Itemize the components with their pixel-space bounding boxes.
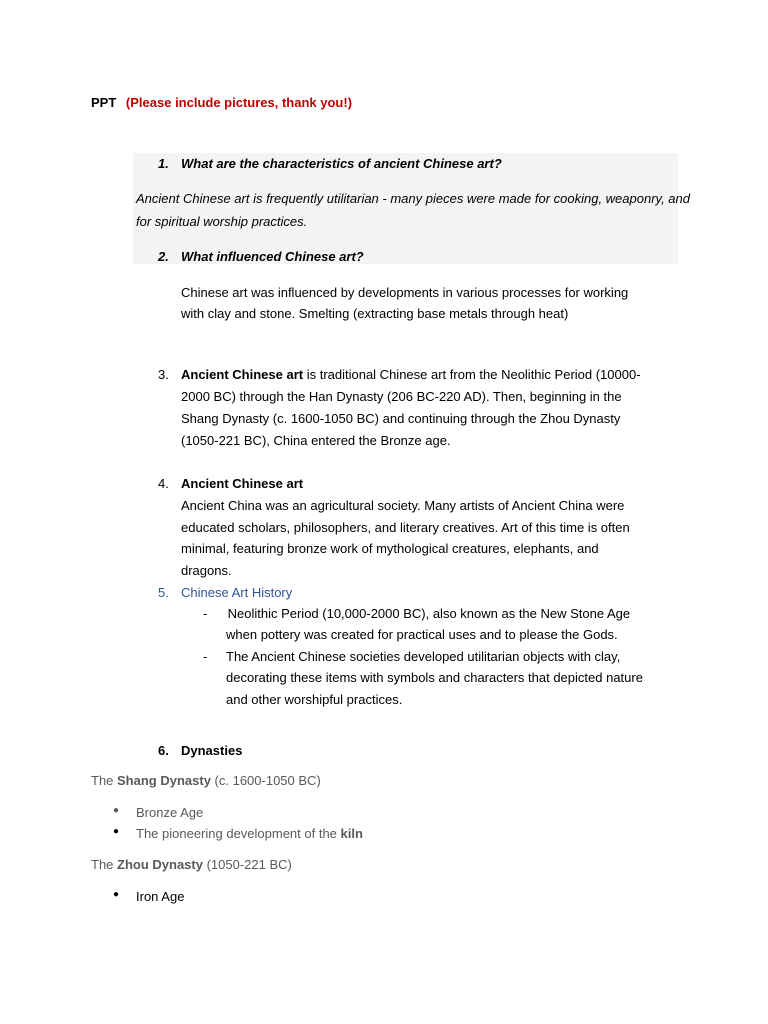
q2-answer-line-2: with clay and stone. Smelting (extracting base metals through heat) xyxy=(181,306,569,321)
q1-answer-line-1: Ancient Chinese art is frequently utilitarian - many pieces were made for cooking, weaponry, and xyxy=(136,191,690,206)
shang-post: (c. 1600-1050 BC) xyxy=(210,773,321,788)
item5-bullet-2-dash: - xyxy=(203,649,208,664)
zhou-name: Zhou Dynasty xyxy=(117,857,203,872)
header-note: (Please include pictures, thank you!) xyxy=(125,95,353,110)
shang-bullet-1: Bronze Age xyxy=(136,805,204,820)
zhou-pre: The xyxy=(91,857,118,872)
zhou-post: (1050-221 BC) xyxy=(202,857,292,872)
zhou-bullet-1: Iron Age xyxy=(136,889,185,904)
kiln-bold: kiln xyxy=(340,826,363,841)
bullet-dot-icon: ● xyxy=(113,805,120,816)
q2-number: 2. xyxy=(158,249,169,264)
item4-line-4: dragons. xyxy=(181,563,232,578)
bullet-dot-icon: ● xyxy=(113,826,120,837)
item5-title: Chinese Art History xyxy=(181,585,293,600)
item3-bold: Ancient Chinese art xyxy=(181,367,304,382)
item3-line-1-rest: is traditional Chinese art from the Neolithic Period (10000- xyxy=(303,367,641,382)
item3-line-4: (1050-221 BC), China entered the Bronze age. xyxy=(181,433,451,448)
item3-line-3: Shang Dynasty (c. 1600-1050 BC) and continuing through the Zhou Dynasty xyxy=(181,411,621,426)
item5-bullet-1-dash: - xyxy=(203,606,208,621)
bullet-dot-icon: ● xyxy=(113,889,120,900)
q1-number: 1. xyxy=(158,156,169,171)
shang-heading xyxy=(91,773,321,788)
item6-number: 6. xyxy=(158,743,169,758)
shang-bullet-2 xyxy=(136,826,363,841)
kiln-pre: The pioneering development of the xyxy=(136,826,341,841)
item4-line-3: minimal, featuring bronze work of mythological creatures, elephants, and xyxy=(181,541,599,556)
item4-line-2: educated scholars, philosophers, and literary creatives. Art of this time is often xyxy=(181,520,630,535)
shang-name: Shang Dynasty xyxy=(117,773,211,788)
item5-bullet-2-line-3: and other worshipful practices. xyxy=(226,692,403,707)
item5-bullet-1-line-1: Neolithic Period (10,000-2000 BC), also known as the New Stone Age xyxy=(224,606,631,621)
q1-question: What are the characteristics of ancient Chinese art? xyxy=(181,156,502,171)
item5-bullet-2-line-1: The Ancient Chinese societies developed utilitarian objects with clay, xyxy=(226,649,621,664)
shang-pre: The xyxy=(91,773,118,788)
item4-number: 4. xyxy=(158,476,169,491)
item5-bullet-1-line-2: when pottery was created for practical uses and to please the Gods. xyxy=(226,627,618,642)
q1-answer-line-2: for spiritual worship practices. xyxy=(136,214,308,229)
item3-line-1 xyxy=(181,367,641,382)
document-header xyxy=(91,95,352,110)
item3-line-2: 2000 BC) through the Han Dynasty (206 BC-220 AD). Then, beginning in the xyxy=(181,389,622,404)
item5-number: 5. xyxy=(158,585,169,600)
item3-number: 3. xyxy=(158,367,169,382)
ppt-label: PPT xyxy=(91,95,117,110)
item6-title: Dynasties xyxy=(181,743,243,758)
item4-line-1: Ancient China was an agricultural society. Many artists of Ancient China were xyxy=(181,498,625,513)
item4-title: Ancient Chinese art xyxy=(181,476,304,491)
q2-question: What influenced Chinese art? xyxy=(181,249,364,264)
zhou-heading xyxy=(91,857,292,872)
q2-answer-line-1: Chinese art was influenced by developments in various processes for working xyxy=(181,285,629,300)
item5-bullet-2-line-2: decorating these items with symbols and characters that depicted nature xyxy=(226,670,643,685)
